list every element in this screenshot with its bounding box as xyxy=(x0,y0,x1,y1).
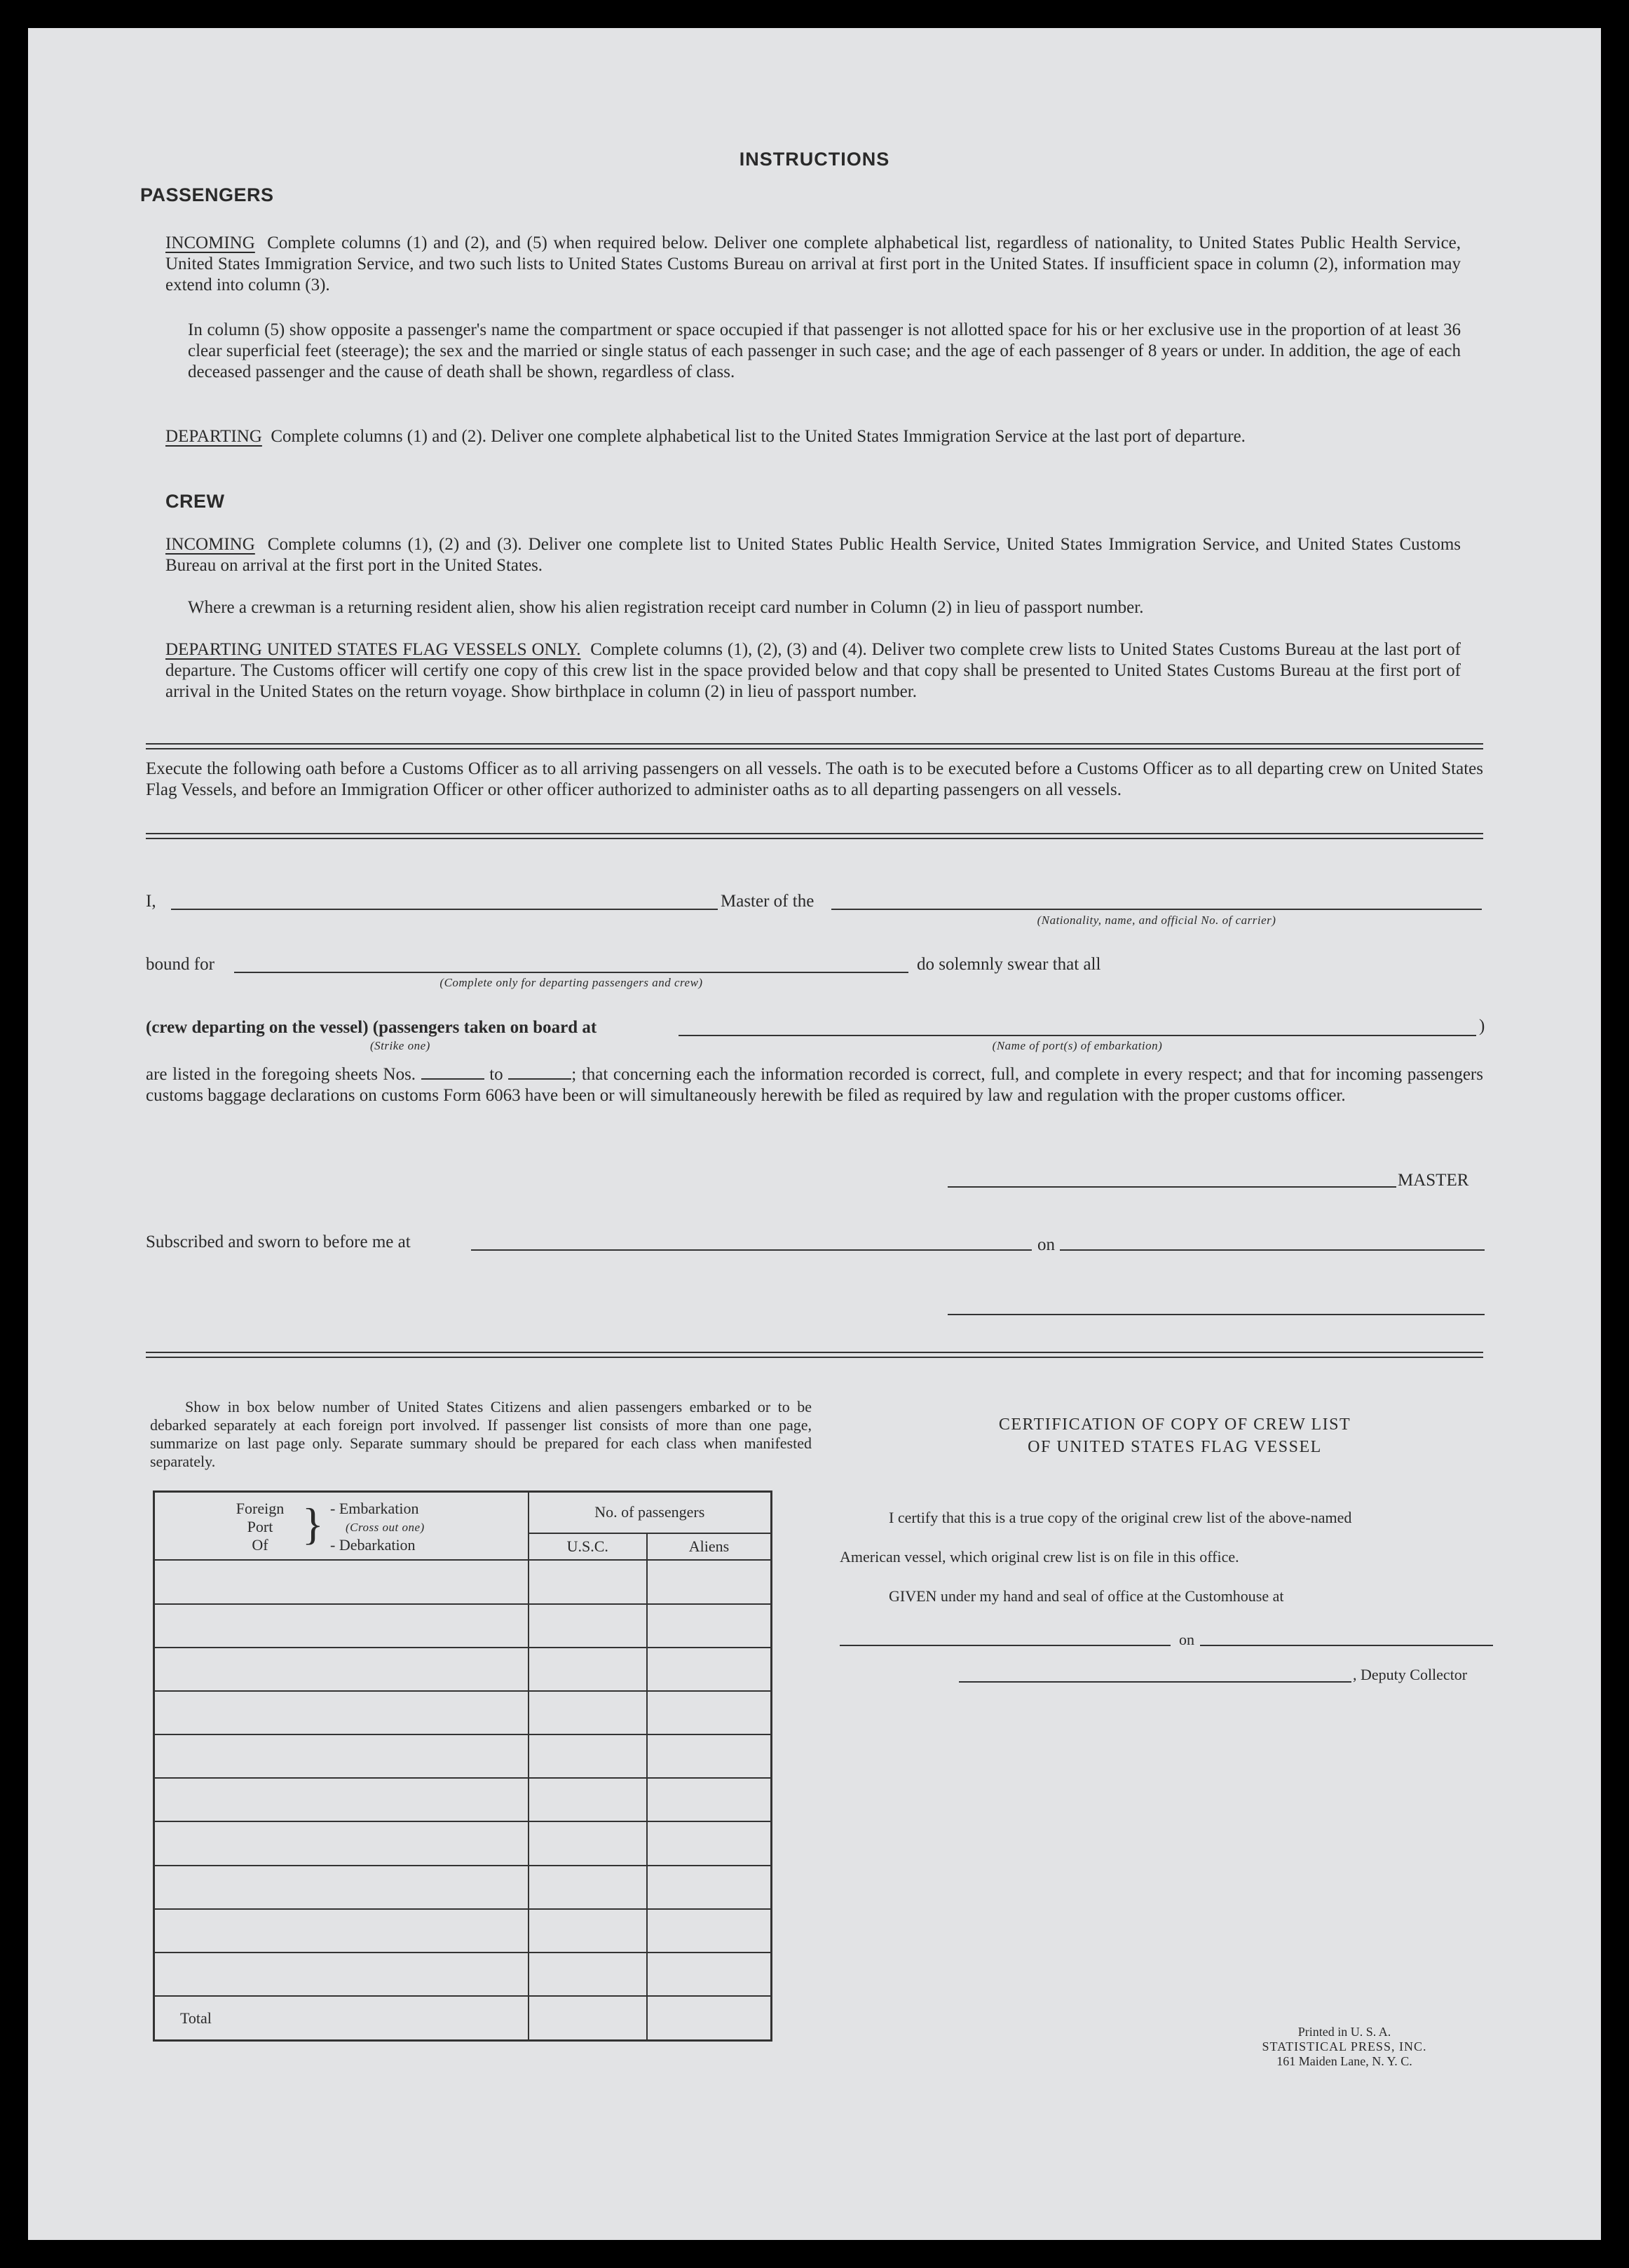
section-divider xyxy=(146,833,1483,839)
oath-instruction: Execute the following oath before a Customs Officer as to all arriving passengers on all vessels. The oath is to be executed before a Customs Officer as to all departing crew on United States Flag Vessels, and before an Immigration Officer or other officer authorized to administer oaths as to all departing passengers on all vessels. xyxy=(146,759,1483,799)
section-divider xyxy=(146,1352,1483,1358)
crew-incoming-instruction xyxy=(165,534,1461,576)
aliens-cell[interactable] xyxy=(647,1821,771,1865)
deputy-collector-label: , Deputy Collector xyxy=(1353,1666,1468,1683)
aliens-cell[interactable] xyxy=(647,1866,771,1909)
usc-cell[interactable] xyxy=(529,1866,648,1909)
printer-line1: Printed in U. S. A. xyxy=(1297,2025,1391,2039)
port-cell[interactable] xyxy=(154,1604,529,1648)
passengers-incoming-text: Complete columns (1) and (2), and (5) when required below. Deliver one complete alphabetical list, regardless of nationality, to United States Public Health Service, United States Immigration Service, and two such lists to United States Customs Bureau on arrival at first port in the United States. If insufficient space in column (2), information may extend into column (3). xyxy=(165,233,1461,294)
master-label: MASTER xyxy=(1398,1171,1469,1190)
embarkation-label: - Embarkation xyxy=(330,1500,419,1517)
ports-caption: (Name of port(s) of embarkation) xyxy=(992,1039,1163,1052)
passengers-incoming-label: INCOMING xyxy=(165,233,255,252)
of-word: Of xyxy=(252,1536,268,1554)
aliens-cell[interactable] xyxy=(647,1691,771,1734)
usc-cell[interactable] xyxy=(529,1953,648,1996)
certify-line2: American vessel, which original crew list is on file in this office. xyxy=(840,1548,1239,1566)
listed-b: ; that concerning each the information recorded is correct, full, and complete in every respect; and that for incoming passengers customs baggage declarations on customs Form 6063 have been or will simultaneously herewith be filed as required by law and regulation with the proper customs officer. xyxy=(146,1065,1483,1105)
aliens-total-cell[interactable] xyxy=(647,1996,771,2040)
bound-for-label: bound for xyxy=(146,955,214,974)
passengers-departing-label: DEPARTING xyxy=(165,427,262,446)
summary-table xyxy=(153,1491,772,2042)
printer-line2: STATISTICAL PRESS, INC. xyxy=(1262,2039,1427,2053)
crew-incoming-label: INCOMING xyxy=(165,535,255,554)
crew-departing-text: Complete columns (1), (2), (3) and (4). Deliver two complete crew lists to United States Customs Bureau at the last port of departure. The Customs officer will certify one copy of this crew list in the space provided below and that copy shall be presented to United States Customs Bureau at the first port of arrival in the United States on the return voyage. Show birthplace in column (2) in lieu of passport number. xyxy=(165,640,1461,701)
close-paren: ) xyxy=(1479,1017,1485,1035)
port-cell[interactable] xyxy=(154,1560,529,1603)
aliens-cell[interactable] xyxy=(647,1953,771,1996)
usc-header: U.S.C. xyxy=(529,1533,648,1561)
port-word: Port xyxy=(247,1518,273,1535)
subscribed-label: Subscribed and sworn to before me at xyxy=(146,1233,411,1251)
sheets-to-field[interactable] xyxy=(508,1061,571,1080)
carrier-caption: (Nationality, name, and official No. of carrier) xyxy=(1037,914,1276,927)
deputy-collector-signature-field[interactable] xyxy=(959,1664,1351,1683)
sheets-from-field[interactable] xyxy=(421,1061,484,1080)
oath-statement xyxy=(146,1061,1483,1106)
no-of-passengers-header: No. of passengers xyxy=(529,1492,772,1533)
usc-cell[interactable] xyxy=(529,1778,648,1821)
bound-for-field[interactable] xyxy=(234,955,908,973)
strike-caption: (Strike one) xyxy=(370,1039,430,1052)
aliens-cell[interactable] xyxy=(647,1648,771,1691)
port-cell[interactable] xyxy=(154,1866,529,1909)
foreign-word: Foreign xyxy=(236,1500,285,1517)
brace-icon: } xyxy=(302,1499,324,1549)
certify-line3: GIVEN under my hand and seal of office at the Customhouse at xyxy=(889,1587,1284,1605)
crew-heading: CREW xyxy=(165,491,225,512)
officer-signature-field[interactable] xyxy=(948,1297,1485,1315)
crew-passengers-label: (crew departing on the vessel) (passengers taken on board at xyxy=(146,1018,597,1037)
aliens-cell[interactable] xyxy=(647,1778,771,1821)
port-cell[interactable] xyxy=(154,1778,529,1821)
certification-title-line2: OF UNITED STATES FLAG VESSEL xyxy=(1028,1438,1322,1456)
usc-cell[interactable] xyxy=(529,1560,648,1603)
aliens-cell[interactable] xyxy=(647,1604,771,1648)
printer-imprint xyxy=(1232,2025,1457,2069)
summary-instruction: Show in box below number of United States Citizens and alien passengers embarked or to be debarked separately at each foreign port involved. If passenger list consists of more than one page, summarize on last page only. Separate summary should be prepared for each class when manifested separately. xyxy=(150,1398,812,1470)
usc-cell[interactable] xyxy=(529,1909,648,1953)
usc-cell[interactable] xyxy=(529,1604,648,1648)
foreign-port-of-label xyxy=(225,1500,295,1554)
embarkation-ports-field[interactable] xyxy=(679,1018,1476,1036)
passengers-incoming-instruction xyxy=(165,233,1461,296)
section-divider xyxy=(146,743,1483,749)
aliens-cell[interactable] xyxy=(647,1909,771,1953)
cross-out-caption: (Cross out one) xyxy=(346,1521,425,1534)
certification-title-line1: CERTIFICATION OF COPY OF CREW LIST xyxy=(998,1415,1351,1434)
usc-cell[interactable] xyxy=(529,1691,648,1734)
on-label: on xyxy=(1037,1235,1055,1254)
port-cell[interactable] xyxy=(154,1953,529,1996)
master-name-field[interactable] xyxy=(171,892,737,910)
sworn-place-field[interactable] xyxy=(471,1233,1032,1251)
usc-cell[interactable] xyxy=(529,1734,648,1778)
debarkation-label: - Debarkation xyxy=(330,1536,416,1554)
port-cell[interactable] xyxy=(154,1734,529,1778)
aliens-cell[interactable] xyxy=(647,1560,771,1603)
aliens-header: Aliens xyxy=(647,1533,771,1561)
port-cell[interactable] xyxy=(154,1691,529,1734)
passengers-departing-text: Complete columns (1) and (2). Deliver one complete alphabetical list to the United States Immigration Service at the last port of departure. xyxy=(271,427,1246,446)
certification-on-label: on xyxy=(1179,1631,1194,1648)
master-signature-field[interactable] xyxy=(948,1169,1396,1188)
port-cell[interactable] xyxy=(154,1648,529,1691)
certification-title xyxy=(866,1413,1483,1458)
foreign-port-header xyxy=(154,1492,529,1561)
page-title: INSTRUCTIONS xyxy=(739,149,890,170)
total-label: Total xyxy=(154,1996,529,2040)
usc-total-cell[interactable] xyxy=(529,1996,648,2040)
listed-to: to xyxy=(489,1065,503,1084)
oath-i-label: I, xyxy=(146,892,156,911)
usc-cell[interactable] xyxy=(529,1648,648,1691)
crew-departing-instruction xyxy=(165,639,1461,702)
master-of-the-label: Master of the xyxy=(718,892,817,911)
sworn-date-field[interactable] xyxy=(1060,1233,1485,1251)
certification-date-field[interactable] xyxy=(1200,1628,1493,1646)
crew-incoming-text: Complete columns (1), (2) and (3). Deliver one complete list to United States Public Health Service, United States Immigration Service, and United States Customs Bureau on arrival at the first port in the United States. xyxy=(165,535,1461,575)
certify-line1: I certify that this is a true copy of the original crew list of the above-named xyxy=(889,1509,1352,1526)
form-page xyxy=(28,28,1601,2240)
bound-caption: (Complete only for departing passengers and crew) xyxy=(439,976,703,989)
passengers-heading: PASSENGERS xyxy=(140,184,274,205)
passengers-departing-instruction xyxy=(165,426,1461,447)
carrier-field[interactable] xyxy=(831,892,1482,910)
port-cell[interactable] xyxy=(154,1909,529,1953)
swear-label: do solemnly swear that all xyxy=(917,955,1101,974)
port-cell[interactable] xyxy=(154,1821,529,1865)
crew-departing-label: DEPARTING UNITED STATES FLAG VESSELS ONLY. xyxy=(165,640,581,659)
printer-line3: 161 Maiden Lane, N. Y. C. xyxy=(1276,2054,1412,2068)
aliens-cell[interactable] xyxy=(647,1734,771,1778)
listed-a: are listed in the foregoing sheets Nos. xyxy=(146,1065,416,1084)
crew-incoming-note: Where a crewman is a returning resident alien, show his alien registration receipt card number in Column (2) in lieu of passport number. xyxy=(188,598,1144,617)
passengers-incoming-note: In column (5) show opposite a passenger's name the compartment or space occupied if that passenger is not allotted space for his or her exclusive use in the proportion of at least 36 clear superficial feet (steerage); the sex and the married or single status of each passenger in such case; and the age of each passenger of 8 years or under. In addition, the age of each deceased passenger and the cause of death shall be shown, regardless of class. xyxy=(188,320,1461,381)
usc-cell[interactable] xyxy=(529,1821,648,1865)
customhouse-field[interactable] xyxy=(840,1628,1171,1646)
